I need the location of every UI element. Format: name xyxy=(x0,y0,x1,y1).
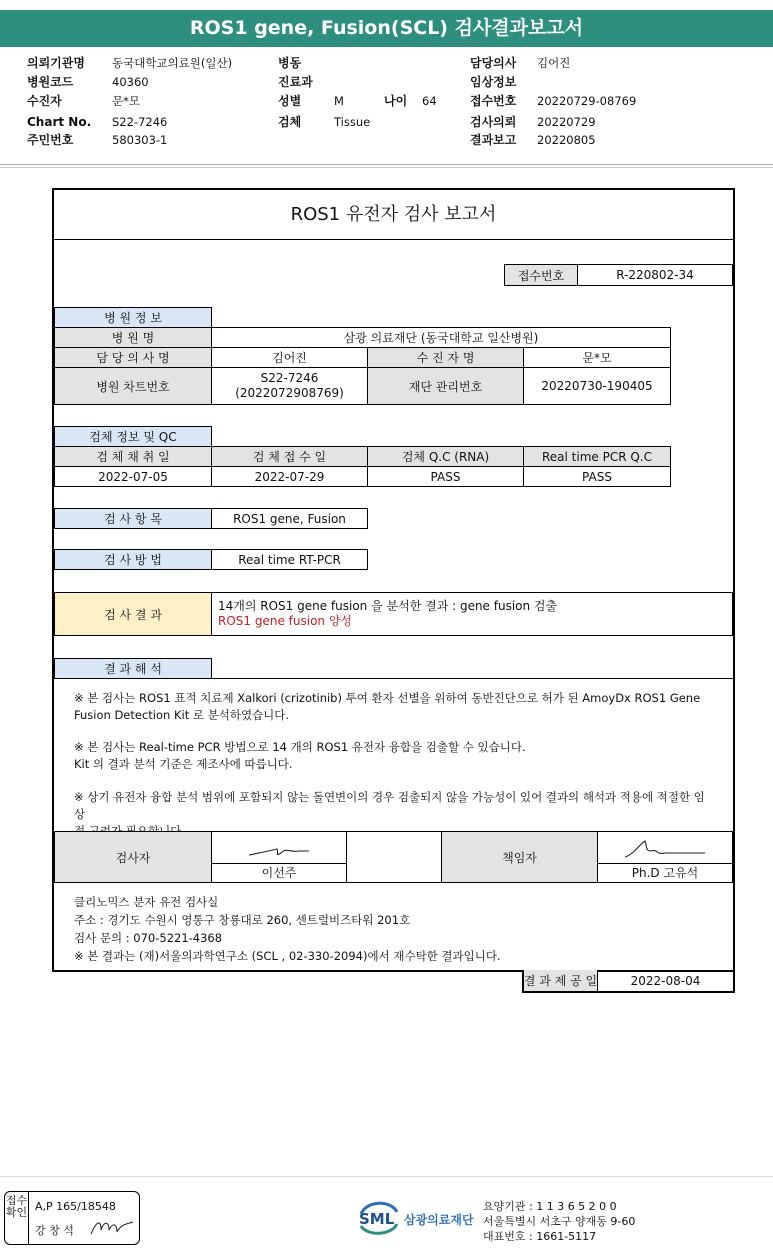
note-2-line-2: Kit 의 결과 분석 기준은 제조사에 따릅니다. xyxy=(74,757,293,771)
resid-value: 580303-1 xyxy=(112,133,168,147)
doctor-name-value: 김어진 xyxy=(211,347,368,368)
hospital-name-label: 병 원 명 xyxy=(54,327,212,348)
chart-no-line1: S22-7246 xyxy=(260,371,319,385)
chart-label: Chart No. xyxy=(27,115,92,129)
note-2-line-1: ※ 본 검사는 Real-time PCR 방법으로 14 개의 ROS1 유전자 융합을 검출할 수 있습니다. xyxy=(74,740,526,754)
note-1-line-2: Fusion Detection Kit 로 분석하였습니다. xyxy=(74,708,290,722)
result-line-1: 14개의 ROS1 gene fusion 을 분석한 결과 : gene fusion 검출 xyxy=(218,599,558,613)
clinical-label: 임상정보 xyxy=(470,75,517,89)
result-line-2: ROS1 gene fusion 양성 xyxy=(218,614,353,628)
note-1 xyxy=(74,690,714,724)
qc-rna-value: PASS xyxy=(367,466,524,487)
received-value: 20220729 xyxy=(537,115,596,129)
responsible-label: 책임자 xyxy=(441,831,598,883)
org-name: 삼광의료재단 xyxy=(404,1213,474,1227)
responsible-cell xyxy=(597,831,733,883)
interpretation-label: 결 과 해 석 xyxy=(54,658,212,679)
institution-phone: 대표번호 : 1661-5117 xyxy=(483,1230,597,1243)
institution-code: 요양기관 : 1 1 3 6 5 2 0 0 xyxy=(483,1200,617,1213)
qc-pcr-value: PASS xyxy=(523,466,671,487)
chart-no-label: 병원 차트번호 xyxy=(54,367,212,405)
hospital-value: 동국대학교의료원(일산) xyxy=(112,56,233,70)
report-title: ROS1 유전자 검사 보고서 xyxy=(54,190,733,240)
resid-label: 주민번호 xyxy=(27,133,74,147)
hospital-label: 의뢰기관명 xyxy=(27,56,85,70)
specimen-label: 검체 xyxy=(278,115,302,129)
test-item-value: ROS1 gene, Fusion xyxy=(211,508,368,529)
responsible-signature-icon xyxy=(615,837,715,863)
collect-date-label: 검 체 채 취 일 xyxy=(54,446,212,467)
collect-date-value: 2022-07-05 xyxy=(54,466,212,487)
note-1-line-1: ※ 본 검사는 ROS1 표적 치료제 Xalkori (crizotinib) 투여 환자 선별을 위하여 동반진단으로 허가 된 AmoyDx ROS1 Gene xyxy=(74,691,701,705)
received-label: 검사의뢰 xyxy=(470,115,517,129)
receipt-value: R-220802-34 xyxy=(577,264,733,286)
test-result-label: 검 사 결 과 xyxy=(54,592,212,636)
test-method-value: Real time RT-PCR xyxy=(211,549,368,570)
test-item-label: 검 사 항 목 xyxy=(54,508,212,529)
header-divider xyxy=(0,164,773,165)
interpretation-divider xyxy=(211,678,733,679)
patient-name-value: 문*모 xyxy=(523,347,671,368)
receive-date-label: 검 체 접 수 일 xyxy=(211,446,368,467)
lab-address: 주소 : 경기도 수원시 영통구 창룡대로 260, 센트럴비즈타워 201호 xyxy=(74,913,411,927)
qc-rna-label: 검체 Q.C (RNA) xyxy=(367,446,524,467)
lab-name: 클리노믹스 분자 유전 검사실 xyxy=(74,895,219,909)
issue-date-value: 2022-08-04 xyxy=(597,970,735,993)
dept-label: 진료과 xyxy=(278,75,313,89)
specimen-value: Tissue xyxy=(334,115,371,129)
hospital-name-value: 삼광 의료재단 (동국대학교 일산병원) xyxy=(211,327,671,348)
test-result-value xyxy=(211,592,733,636)
sex-value: M xyxy=(334,94,344,108)
tester-name: 이선주 xyxy=(212,863,346,882)
reported-label: 결과보고 xyxy=(470,133,517,147)
lab-notice: ※ 본 결과는 (재)서울의과학연구소 (SCL , 02-330-2094)에서 재수탁한 결과입니다. xyxy=(74,949,501,963)
reported-value: 20220805 xyxy=(537,133,596,147)
accession-label: 접수번호 xyxy=(470,94,517,108)
stamp-line-1: A,P 165/18548 xyxy=(35,1200,116,1213)
code-label: 병원코드 xyxy=(27,75,74,89)
tester-signature-icon xyxy=(229,841,329,863)
report-box xyxy=(52,188,735,972)
code-value: 40360 xyxy=(112,75,149,89)
chart-no-value xyxy=(211,367,368,405)
sml-wordmark: SML xyxy=(359,1210,395,1228)
note-3-line-1: ※ 상기 유전자 융합 분석 범위에 포함되지 않는 돌연변이의 경우 검출되지 않을 가능성이 있어 결과의 해석과 적용에 적절한 임상 xyxy=(74,790,705,821)
test-method-label: 검 사 방 법 xyxy=(54,549,212,570)
receipt-label: 접수번호 xyxy=(504,264,578,286)
tester-cell xyxy=(211,831,347,883)
issue-date-label: 결 과 제 공 일 xyxy=(522,970,598,993)
mgmt-no-label: 재단 관리번호 xyxy=(367,367,524,405)
hospital-info-section: 병 원 정 보 xyxy=(54,307,212,328)
responsible-name: Ph.D 고유석 xyxy=(598,863,732,882)
age-value: 64 xyxy=(422,94,437,108)
doctor-value: 김어진 xyxy=(537,56,571,70)
specimen-info-section: 검체 정보 및 QC xyxy=(54,426,212,447)
blank-cell xyxy=(346,831,442,883)
patient-label: 수진자 xyxy=(27,94,62,108)
reception-stamp xyxy=(4,1191,140,1245)
stamp-signature-icon xyxy=(89,1216,135,1238)
note-2 xyxy=(74,739,714,773)
qc-pcr-label: Real time PCR Q.C xyxy=(523,446,671,467)
tester-label: 검사자 xyxy=(54,831,212,883)
document-title: ROS1 gene, Fusion(SCL) 검사결과보고서 xyxy=(0,10,773,47)
chart-value: S22-7246 xyxy=(112,115,168,129)
lab-contact: 검사 문의 : 070-5221-4368 xyxy=(74,931,223,945)
ward-label: 병동 xyxy=(278,56,302,70)
footer-divider xyxy=(0,1176,773,1177)
accession-value: 20220729-08769 xyxy=(537,94,637,108)
mgmt-no-value: 20220730-190405 xyxy=(523,367,671,405)
patient-name-label: 수 진 자 명 xyxy=(367,347,524,368)
patient-value: 문*모 xyxy=(112,94,140,108)
sex-label: 성별 xyxy=(278,94,302,108)
doctor-label: 담당의사 xyxy=(470,56,517,70)
stamp-side-label: 접수확인 xyxy=(5,1192,29,1244)
lab-info xyxy=(74,893,714,965)
stamp-line-2: 강 창 석 xyxy=(35,1224,74,1237)
age-label: 나이 xyxy=(384,94,408,108)
header-divider-2 xyxy=(0,167,773,168)
chart-no-line2: (2022072908769) xyxy=(235,386,344,400)
receive-date-value: 2022-07-29 xyxy=(211,466,368,487)
institution-address: 서울특별시 서초구 양재동 9-60 xyxy=(483,1215,636,1228)
doctor-name-label: 담 당 의 사 명 xyxy=(54,347,212,368)
